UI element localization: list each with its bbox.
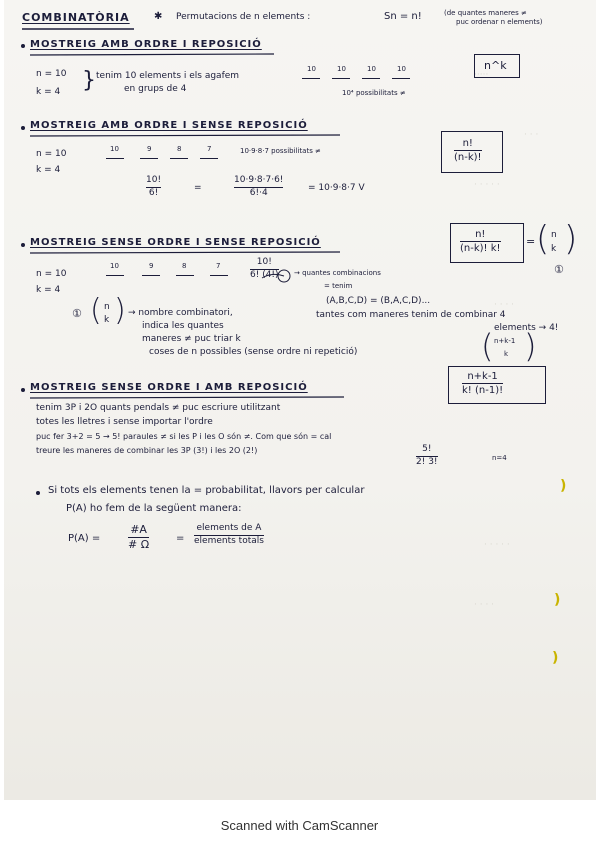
s1-possibilities: 10⁴ possibilitats ≠ bbox=[342, 89, 406, 97]
s3-slot-value: 7 bbox=[216, 262, 221, 270]
s5-line-2: P(A) ho fem de la següent manera: bbox=[66, 503, 242, 514]
s3-elem: elements → 4! bbox=[494, 323, 559, 333]
s2-frac2-num: 10·9·8·7·6! bbox=[234, 175, 284, 185]
s2-frac2-den: 6!·4 bbox=[249, 187, 268, 198]
s4-box-num: n+k-1 bbox=[467, 371, 498, 382]
s3-slot-value: 10 bbox=[110, 262, 119, 270]
s3-circle-label: ① bbox=[554, 263, 564, 276]
ghost-mark: · · · · bbox=[494, 300, 515, 310]
s3-k: k = 4 bbox=[36, 285, 61, 295]
s4-line-2: totes les lletres i sense importar l'ordre bbox=[36, 417, 213, 427]
s3-binom2-top: n+k-1 bbox=[494, 337, 516, 345]
s2-slot-value: 7 bbox=[207, 145, 212, 153]
s3-slot-value: 9 bbox=[149, 262, 154, 270]
s2-box-den: (n-k)! bbox=[454, 152, 482, 163]
ghost-mark: · · · · · bbox=[474, 180, 500, 190]
perm-note-2: puc ordenar n elements) bbox=[456, 18, 543, 26]
s2-box-num: n! bbox=[462, 138, 473, 149]
s1-slot-value: 10 bbox=[367, 65, 376, 73]
s4-box-den: k! (n-1)! bbox=[462, 385, 504, 396]
s4-line-4: treure les maneres de combinar les 3P (3!) i les 2O (2!) bbox=[36, 446, 258, 455]
highlight-mark: ) bbox=[560, 478, 567, 494]
s1-slot-value: 10 bbox=[307, 65, 316, 73]
s1-n: n = 10 bbox=[36, 69, 67, 79]
s5-frac2-den: elements totals bbox=[194, 535, 264, 546]
s2-n: n = 10 bbox=[36, 149, 67, 159]
s4-frac-num: 5! bbox=[422, 444, 432, 454]
s2-possibilities: 10·9·8·7 possibilitats ≠ bbox=[240, 147, 321, 155]
s3-note-binom-top: n bbox=[104, 302, 110, 312]
s1-k: k = 4 bbox=[36, 87, 61, 97]
ink-strokes bbox=[4, 0, 596, 800]
s2-slot-value: 10 bbox=[110, 145, 119, 153]
s2-heading: MOSTREIG AMB ORDRE I SENSE REPOSICIÓ bbox=[30, 120, 308, 131]
s3-n: n = 10 bbox=[36, 269, 67, 279]
s3-binom-top: n bbox=[551, 230, 557, 240]
s5-frac1-num: #A bbox=[130, 523, 147, 536]
s2-k: k = 4 bbox=[36, 165, 61, 175]
s3-note-binom-bot: k bbox=[104, 315, 110, 325]
s1-desc-1: tenim 10 elements i els agafem bbox=[96, 71, 240, 81]
s1-heading: MOSTREIG AMB ORDRE I REPOSICIÓ bbox=[30, 39, 262, 50]
s3-box-eq: = bbox=[526, 235, 536, 248]
s3-heading: MOSTREIG SENSE ORDRE I SENSE REPOSICIÓ bbox=[30, 237, 321, 248]
s3-note-3: maneres ≠ puc triar k bbox=[142, 334, 241, 344]
s3-note-2: indica les quantes bbox=[142, 321, 224, 331]
s3-binom-bot: k bbox=[551, 244, 557, 254]
s4-line-1: tenim 3P i 2O quants pendals ≠ puc escriure utilitzant bbox=[36, 403, 281, 413]
s3-frac-den: 6! (4!) bbox=[250, 269, 279, 280]
perm-lead: Permutacions de n elements : bbox=[176, 12, 311, 22]
s1-slot-value: 10 bbox=[397, 65, 406, 73]
s2-frac1-num: 10! bbox=[146, 175, 162, 185]
s3-slot-value: 8 bbox=[182, 262, 187, 270]
s3-binom2-bot: k bbox=[504, 350, 509, 358]
open-paren: ( bbox=[536, 219, 550, 259]
highlight-mark: ) bbox=[552, 650, 559, 666]
open-paren: ( bbox=[90, 293, 102, 328]
ghost-mark: · · · · · bbox=[484, 540, 510, 550]
s3-perm-eq: (A,B,C,D) = (B,A,C,D)... bbox=[326, 296, 431, 306]
equals-sign: = bbox=[194, 183, 202, 193]
s3-box-den: (n-k)! k! bbox=[460, 243, 501, 254]
s3-note-1: → nombre combinatori, bbox=[128, 308, 233, 318]
open-paren: ( bbox=[481, 327, 494, 365]
close-paren: ) bbox=[114, 293, 126, 328]
s4-frac-den: 2! 3! bbox=[416, 456, 438, 467]
s3-box-num: n! bbox=[475, 229, 486, 240]
s2-slot-value: 8 bbox=[177, 145, 182, 153]
s3-note-circle: ① bbox=[72, 307, 82, 320]
ghost-mark: ····· bbox=[474, 70, 489, 80]
s5-frac2-num: elements de A bbox=[196, 523, 262, 533]
highlight-mark: ) bbox=[554, 592, 561, 608]
s3-note-4: coses de n possibles (sense ordre ni repetició) bbox=[149, 347, 358, 357]
s2-eq-tail: = 10·9·8·7 V bbox=[308, 183, 365, 193]
s4-line-3: puc fer 3+2 = 5 → 5! paraules ≠ si les P i les O són ≠. Com que són = cal bbox=[36, 432, 332, 441]
s1-brace: } bbox=[82, 68, 96, 93]
s5-eq: = bbox=[176, 533, 185, 544]
s1-desc-2: en grups de 4 bbox=[124, 84, 187, 94]
s3-arrow-2: = tenim bbox=[324, 282, 353, 290]
s5-pa: P(A) = bbox=[68, 533, 101, 544]
s3-tantes: tantes com maneres tenim de combinar 4 bbox=[316, 310, 506, 320]
s4-heading: MOSTREIG SENSE ORDRE I AMB REPOSICIÓ bbox=[30, 382, 308, 393]
scanner-watermark: Scanned with CamScanner bbox=[220, 818, 379, 833]
ghost-mark: · · · bbox=[524, 130, 539, 140]
s5-line-1: Si tots els elements tenen la = probabilitat, llavors per calcular bbox=[48, 485, 365, 496]
s1-slot-value: 10 bbox=[337, 65, 346, 73]
s4-n4: n=4 bbox=[492, 454, 507, 462]
s5-frac1-den: # Ω bbox=[128, 538, 150, 552]
s2-slot-value: 9 bbox=[147, 145, 152, 153]
s3-frac-num: 10! bbox=[256, 257, 272, 267]
scanned-page bbox=[4, 0, 596, 800]
ghost-mark: · · · · bbox=[474, 600, 495, 610]
star-mark: ✱ bbox=[154, 11, 163, 22]
perm-formula: Sn = n! bbox=[384, 11, 422, 22]
s3-arrow-1: → quantes combinacions bbox=[294, 269, 381, 277]
perm-note-1: (de quantes maneres ≠ bbox=[444, 9, 527, 17]
page-title: COMBINATÒRIA bbox=[22, 11, 130, 24]
close-paren: ) bbox=[564, 219, 578, 259]
s1-formula: n^k bbox=[484, 59, 507, 72]
s2-frac1-den: 6! bbox=[148, 187, 159, 198]
close-paren: ) bbox=[524, 327, 537, 365]
